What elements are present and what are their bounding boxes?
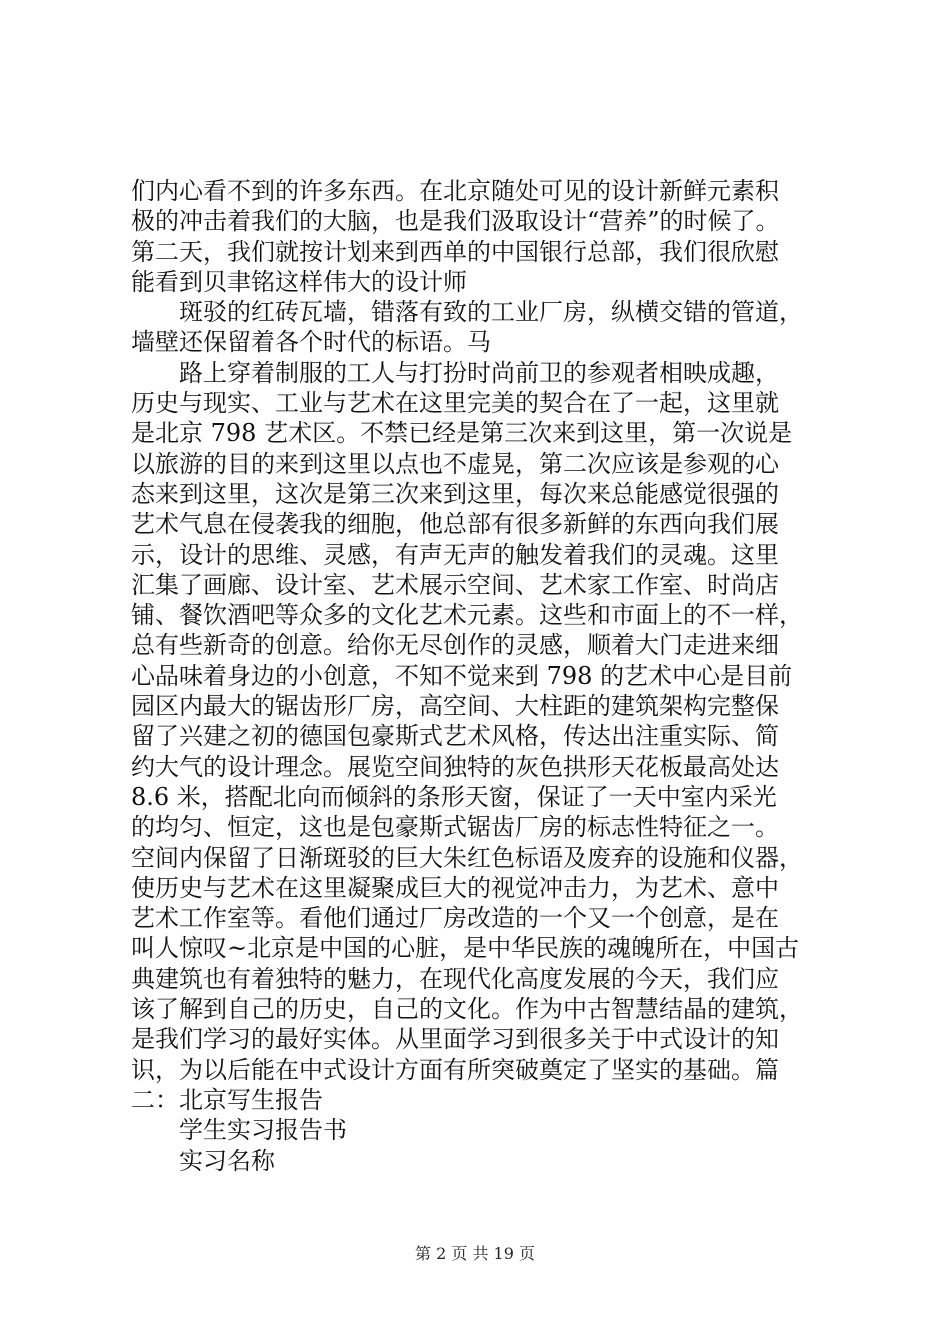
text-line: 们内心看不到的许多东西。在北京随处可见的设计新鲜元素积 — [131, 177, 779, 205]
text-line: 8.6 米，搭配北向而倾斜的条形天窗，保证了一天中室内采光 — [131, 782, 777, 811]
text-line: 约大气的设计理念。展览空间独特的灰色拱形天花板最高处达 — [131, 752, 779, 781]
text-line: 铺、餐饮酒吧等众多的文化艺术元素。这些和市面上的不一样， — [131, 601, 803, 630]
text-line: 留了兴建之初的德国包豪斯式艺术风格，传达出注重实际、简 — [131, 722, 779, 751]
text-line: 示，设计的思维、灵感，有声无声的触发着我们的灵魂。这里 — [131, 540, 779, 569]
text-line: 使历史与艺术在这里凝聚成巨大的视觉冲击力，为艺术、意中 — [131, 873, 779, 902]
text-line: 识，为以后能在中式设计方面有所突破奠定了坚实的基础。篇 — [131, 1055, 779, 1084]
text-line: 叫人惊叹~北京是中国的心脏，是中华民族的魂魄所在，中国古 — [131, 934, 800, 963]
text-line: 历史与现实、工业与艺术在这里完美的契合在了一起，这里就 — [131, 389, 779, 418]
text-line: 二：北京写生报告 — [131, 1085, 323, 1114]
text-line: 典建筑也有着独特的魅力，在现代化高度发展的今天，我们应 — [131, 964, 779, 993]
text-line: 是北京 798 艺术区。不禁已经是第三次来到这里，第一次说是 — [131, 419, 793, 448]
text-line: 汇集了画廊、设计室、艺术展示空间、艺术家工作室、时尚店 — [131, 570, 779, 599]
text-line: 墙壁还保留着各个时代的标语。马 — [131, 328, 491, 357]
body-text — [131, 176, 851, 1176]
text-line: 斑驳的红砖瓦墙，错落有致的工业厂房，纵横交错的管道， — [179, 298, 803, 327]
text-line: 以旅游的目的来到这里以点也不虚晃，第二次应该是参观的心 — [131, 449, 779, 478]
text-line: 的均匀、恒定，这也是包豪斯式锯齿厂房的标志性特征之一。 — [131, 813, 779, 842]
text-line: 第二天，我们就按计划来到西单的中国银行总部，我们很欣慰 — [131, 237, 779, 266]
text-line: 实习名称 — [179, 1146, 275, 1175]
text-line: 学生实习报告书 — [179, 1116, 347, 1145]
text-line: 艺术气息在侵袭我的细胞，他总部有很多新鲜的东西向我们展 — [131, 510, 779, 539]
text-line: 能看到贝聿铭这样伟大的设计师 — [131, 267, 467, 296]
text-line: 该了解到自己的历史，自己的文化。作为中古智慧结晶的建筑， — [131, 995, 803, 1024]
text-line: 是我们学习的最好实体。从里面学习到很多关于中式设计的知 — [131, 1025, 779, 1054]
text-line: 园区内最大的锯齿形厂房，高空间、大柱距的建筑架构完整保 — [131, 692, 779, 721]
text-line: 空间内保留了日渐斑驳的巨大朱红色标语及废弃的设施和仪器， — [131, 843, 803, 872]
text-line: 极的冲击着我们的大脑，也是我们汲取设计“营养”的时候了。 — [131, 207, 780, 236]
text-line: 态来到这里，这次是第三次来到这里，每次来总能感觉很强的 — [131, 479, 779, 508]
text-line: 心品味着身边的小创意，不知不觉来到 798 的艺术中心是目前 — [131, 661, 793, 690]
text-line: 总有些新奇的创意。给你无尽创作的灵感，顺着大门走进来细 — [131, 631, 779, 660]
page-number-footer: 第 2 页 共 19 页 — [415, 1244, 535, 1263]
text-line: 艺术工作室等。看他们通过厂房改造的一个又一个创意，是在 — [131, 904, 779, 933]
text-line: 路上穿着制服的工人与打扮时尚前卫的参观者相映成趣， — [179, 358, 779, 387]
